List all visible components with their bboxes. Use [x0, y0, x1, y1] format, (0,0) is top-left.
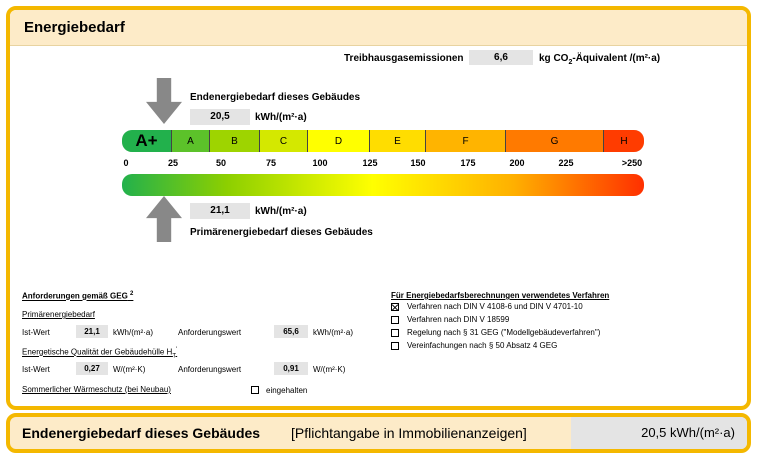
efficiency-class-a: A: [172, 130, 210, 152]
end-energy-unit: kWh/(m²·a): [255, 112, 307, 123]
footer-title: Endenergiebedarf dieses Gebäudes: [22, 425, 261, 441]
quality-ist-unit: W/(m²·K): [113, 365, 146, 374]
method-checkbox[interactable]: [391, 342, 399, 350]
footer-note: [Pflichtangabe in Immobilienanzeigen]: [291, 425, 527, 441]
primary-anf-unit: kWh/(m²·a): [313, 328, 353, 337]
energy-certificate-panel: [6, 6, 751, 410]
scale-ticks: [10, 158, 747, 170]
primary-energy-unit: kWh/(m²·a): [255, 206, 307, 217]
efficiency-class-d: D: [308, 130, 370, 152]
method-label: Verfahren nach DIN V 18599: [407, 315, 510, 324]
ghg-label: Treibhausgasemissionen: [344, 53, 464, 64]
scale-tick-label: 75: [265, 158, 277, 168]
primary-energy-value: 21,1: [190, 203, 250, 219]
end-energy-value: 20,5: [190, 109, 250, 125]
end-energy-arrow-icon: [146, 78, 182, 124]
scale-tick-label: 0: [123, 158, 129, 168]
quality-ist-label: Ist-Wert: [22, 365, 50, 374]
method-checkbox[interactable]: [391, 303, 399, 311]
efficiency-class-c: C: [260, 130, 308, 152]
efficiency-class-h: H: [604, 130, 644, 152]
primary-anf-value: 65,6: [274, 325, 308, 338]
scale-tick-label: >250: [621, 158, 643, 168]
primary-anf-label: Anforderungswert: [178, 328, 242, 337]
scale-tick-label: 25: [167, 158, 179, 168]
ghg-unit-suffix: -Äquivalent /(m²·a): [572, 53, 661, 64]
quality-anf-unit: W/(m²·K): [313, 365, 346, 374]
primary-ist-label: Ist-Wert: [22, 328, 50, 337]
requirements-title-text: Anforderungen gemäß GEG: [22, 291, 128, 301]
method-label: Vereinfachungen nach § 50 Absatz 4 GEG: [407, 341, 558, 350]
efficiency-class-a-plus: A+: [122, 130, 172, 152]
efficiency-class-e: E: [370, 130, 426, 152]
primary-energy-gradient-bar: [122, 174, 644, 196]
quality-anf-value: 0,91: [274, 362, 308, 375]
quality-ist-value: 0,27: [76, 362, 108, 375]
ghg-unit: [539, 53, 660, 66]
scale-tick-label: 200: [509, 158, 525, 168]
method-label: Verfahren nach DIN V 4108-6 und DIN V 4701-10: [407, 302, 583, 311]
scale-tick-label: 100: [312, 158, 328, 168]
panel-title: Energiebedarf: [24, 19, 125, 36]
summer-protection-checkbox[interactable]: [251, 386, 259, 394]
scale-tick-label: 125: [362, 158, 378, 168]
ghg-value: 6,6: [469, 50, 533, 65]
scale-tick-label: 225: [558, 158, 574, 168]
efficiency-class-f: F: [426, 130, 506, 152]
scale-tick-label: 50: [215, 158, 227, 168]
quality-title: [22, 347, 177, 359]
primary-ist-unit: kWh/(m²·a): [113, 328, 153, 337]
ghg-unit-prefix: kg CO: [539, 53, 569, 64]
scale-tick-label: 150: [410, 158, 426, 168]
quality-anf-label: Anforderungswert: [178, 365, 242, 374]
scale-tick-label: 175: [460, 158, 476, 168]
end-energy-label: Endenergiebedarf dieses Gebäudes: [190, 92, 361, 103]
summer-protection-title: Sommerlicher Wärmeschutz (bei Neubau): [22, 385, 171, 394]
method-checkbox[interactable]: [391, 316, 399, 324]
requirements-title: [22, 291, 133, 301]
panel-header: [10, 10, 747, 46]
quality-title-sub: T: [172, 353, 176, 360]
primary-energy-label: Primärenergiebedarf dieses Gebäudes: [190, 227, 373, 238]
quality-title-sup: ': [176, 347, 178, 353]
efficiency-class-b: B: [210, 130, 260, 152]
method-checkbox[interactable]: [391, 329, 399, 337]
primary-ist-value: 21,1: [76, 325, 108, 338]
footer-value: 20,5 kWh/(m²·a): [571, 417, 747, 449]
efficiency-class-g: G: [506, 130, 604, 152]
methods-title: Für Energiebedarfsberechnungen verwendetes Verfahren: [391, 291, 610, 300]
footer-bar: [6, 413, 751, 453]
primary-energy-arrow-icon: [146, 196, 182, 242]
quality-title-text: Energetische Qualität der Gebäudehülle H: [22, 347, 173, 357]
primary-requirement-title: Primärenergiebedarf: [22, 310, 95, 319]
requirements-title-sup: 2: [130, 291, 134, 297]
method-label: Regelung nach § 31 GEG ("Modellgebäudeverfahren"): [407, 328, 601, 337]
ghg-unit-sub: 2: [568, 59, 573, 66]
efficiency-class-scale: [122, 130, 644, 152]
summer-protection-check-label: eingehalten: [266, 386, 308, 395]
